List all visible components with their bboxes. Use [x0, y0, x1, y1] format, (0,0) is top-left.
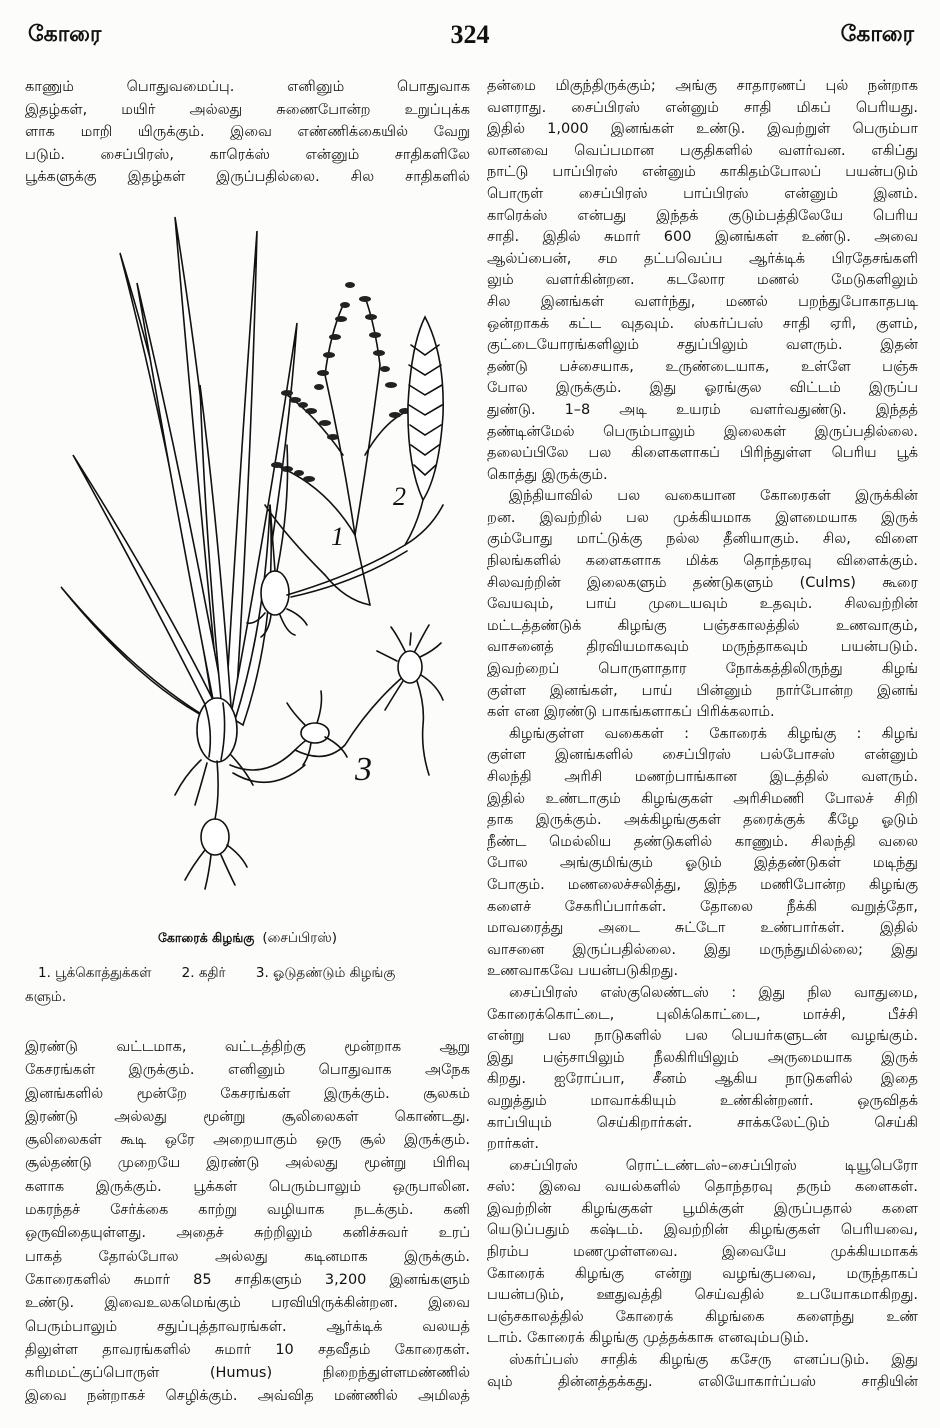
legend-item: 2. கதிர்	[181, 965, 226, 981]
text-line: இவை நன்றாகச் செழிக்கும். அவ்வித மண்ணில் அமிலத்	[25, 1388, 470, 1405]
text-line: வேயவும், பாய் முடையவும் உதவும். சிலவற்றின்	[487, 596, 918, 613]
text-line: வாசனை இருப்பதில்லை. இது மருந்துமில்லை; இது	[487, 941, 918, 958]
inflorescence-cluster	[265, 282, 418, 605]
text-line: இரண்டு வட்டமாக, வட்டத்திற்கு மூன்றாக ஆறு	[25, 1039, 470, 1055]
running-head-left: கோரை	[28, 22, 102, 47]
text-line: வாசனைத் திரவியமாகவும் மருந்தாகவும் பயன்படும்.	[487, 639, 918, 656]
text-line: களைச் சேகரிப்பார்கள். தோலை நீக்கி வறுத்தோ,	[487, 898, 918, 915]
text-line: கோரைகளில் சுமார் 85 சாதிகளும் 3,200 இனங்களும்	[25, 1271, 470, 1288]
text-line: சஸ்: இவை வயல்களில் தொந்தரவு தரும் களைகள்.	[487, 1179, 918, 1196]
spikelet	[405, 317, 443, 545]
legend-item: 1. பூக்கொத்துக்கள்	[38, 965, 152, 981]
text-line: ளாக மாறி யிருக்கும். இவை எண்ணிக்கையில் வேறு	[25, 124, 470, 140]
figure-caption-sub: (சைப்பிரஸ்)	[262, 930, 337, 946]
text-line: நிரம்ப மணமுள்ளவை. இவையே முக்கியமாகக்	[487, 1244, 918, 1261]
text-line: துண்டு. 1–8 அடி உயரம் வளர்வதுண்டு. இந்தத்	[487, 401, 918, 418]
page-number: 324	[450, 20, 490, 49]
text-line: இந்தியாவில் பல வகையான கோரைகள் இருக்கின்	[509, 488, 918, 505]
text-line: வளராது. சைப்பிரஸ் என்னும் சாதி மிகப் பெரியது.	[487, 99, 918, 116]
figure-caption	[25, 930, 470, 948]
text-line: சிலவற்றின் இலைகளும் தண்டுகளும் (Culms) கூரை	[487, 574, 918, 591]
plant-leaves	[61, 217, 297, 725]
text-line: இதில் உண்டாகும் கிழங்குகள் அரிசிமணி போலச் சிறி	[487, 790, 918, 807]
text-line: தண்டின்மேல் பெரும்பாலும் இலைகள் இருப்பதில்லை.	[487, 423, 918, 440]
text-line: பொருள் சைப்பிரஸ் பாப்பிரஸ் என்னும் இனம்.	[487, 185, 918, 202]
text-line: பூக்களுக்கு இதழ்கள் இருப்பதில்லை. சில சாதிகளில்	[25, 169, 470, 185]
text-line: கோரைக்கொட்டை, புலிக்கொட்டை, மாச்சி, பீச்சி	[487, 1006, 918, 1023]
text-line: ஸ்கர்ப்பஸ் சாதிக் கிழங்கு கசேரு எனப்படும். இது	[509, 1352, 918, 1369]
figure-legend	[25, 962, 468, 1005]
text-line: நாட்டு பாப்பிரஸ் என்னும் காகிதம்போலப் பயன்படும்	[487, 164, 918, 181]
sedge-illustration	[25, 205, 470, 905]
text-line: போகும். மணலைச்சலித்து, இந்த மணிபோன்ற கிழங்கு	[487, 876, 918, 893]
text-line: இதழ்கள், மயிர் அல்லது சுணைபோன்ற உறுப்புக்க	[25, 101, 470, 118]
text-line: வும் தின்னத்தக்கது. எலியோகார்ப்பஸ் சாதியின்	[487, 1373, 918, 1390]
text-line: றன. இவற்றில் பல முக்கியமாக இளமையாக இருக்	[487, 509, 918, 526]
text-line: குள்ள இனங்களில் சைப்பிரஸ் பல்போசஸ் என்னும்	[487, 747, 918, 764]
figure-caption-title: கோரைக் கிழங்கு	[158, 930, 255, 945]
text-line: கள் என இரண்டு பாகங்களாகப் பிரிக்கலாம்.	[487, 704, 775, 721]
text-line: டாம். கோரைக் கிழங்கு முத்தக்காசு எனவும்படும்.	[487, 1330, 810, 1347]
text-line: கொத்து இருக்கும்.	[487, 466, 608, 483]
text-line: சைப்பிரஸ் எஸ்குலெண்டஸ் : இது நில வாதுமை,	[509, 984, 918, 1001]
text-line: போல இருக்கும். இது ஓரங்குல விட்டம் இருப்ப	[487, 380, 918, 397]
text-line: தன்மை மிகுந்திருக்கும்; அங்கு சாதாரணப் புல் நன்றாக	[487, 78, 918, 94]
text-line: தாக இருக்கும். அக்கிழங்குகள் தரைக்குக் கீழே ஓடும்	[487, 812, 918, 829]
text-line: என்று பல நாடுகளில் பல பெயர்களுடன் வழங்கும்.	[487, 1028, 918, 1045]
text-line: குட்டையோரங்களிலும் சதுப்பிலும் வளரும். இதன்	[487, 337, 918, 354]
text-line: யெடுப்பதும் கஷ்டம். இவற்றின் கிழங்குகள் பெரியவை,	[487, 1222, 918, 1239]
text-line: மட்டத்தண்டுக் கிழங்கு பஞ்சகாலத்தில் உணவாகும்,	[487, 617, 918, 634]
left-column-top	[25, 76, 470, 189]
text-line: ஆல்ப்பைன், சம தட்பவெப்ப ஆர்க்டிக் பிரதேசங்களி	[487, 250, 918, 267]
text-line: பாகத் தோல்போல அல்லது கடினமாக இருக்கும்.	[25, 1248, 470, 1265]
text-line: இவற்றின் கிழங்குகள் பூமிக்குள் இருப்பதால் களை	[487, 1200, 918, 1217]
text-line: லானவை வெப்பமான பகுதிகளில் வளர்வன. எகிப்து	[487, 142, 918, 159]
text-line: காப்பியும் செய்கிறார்கள். சாக்கலேட்டும் செய்கி	[487, 1114, 918, 1131]
text-line: கேசரங்கள் இருக்கும். எனினும் பொதுவாக அநேக	[25, 1062, 470, 1079]
text-line: றார்கள்.	[487, 1136, 539, 1153]
text-line: மகரந்தச் சேர்க்கை காற்று வழியாக நடக்கும். கனி	[25, 1202, 470, 1219]
text-line: மாவரைத்து அடை சுட்டோ உண்பார்கள். இதில்	[487, 920, 918, 937]
text-line: சூல்தண்டு முறையே இரண்டு அல்லது மூன்று பிரிவு	[25, 1155, 470, 1172]
text-line: நீண்ட மெல்லிய தண்டுகளில் காணும். சிலந்தி வலை	[487, 833, 918, 850]
text-line: களாக இருக்கும். பூக்கள் பெரும்பாலும் ஒருபாலின.	[25, 1178, 470, 1195]
text-line: ஒன்றாகக் கட்ட வுதவும். ஸ்கர்ப்பஸ் சாதி ஏரி, குளம்,	[487, 315, 918, 332]
text-line: போல அங்குமிங்கும் ஓடும் இத்தண்டுகள் மடிந்து	[487, 855, 918, 872]
text-line: குள்ள இனங்கள், பாய் பின்னும் நார்போன்ற இனங்	[487, 682, 918, 699]
text-line: தண்டு பச்சையாக, உருண்டையாக, உள்ளே பஞ்சு	[487, 358, 918, 375]
text-line: கும்போது மாட்டுக்கு நல்ல தீனியாகும். சில, விளை	[487, 531, 918, 548]
left-column-bottom	[25, 1036, 470, 1409]
text-line: நிலங்களில் களைகளாக மிக்க தொந்தரவு விளைக்கும்.	[487, 553, 918, 570]
text-line: காணும் பொதுவமைப்பு. எனினும் பொதுவாக	[25, 79, 470, 95]
text-line: இதில் 1,000 இனங்கள் உண்டு. இவற்றுள் பெரும்பா	[487, 121, 918, 138]
text-line: சாதி. இதில் சுமார் 600 இனங்கள் உண்டு. அவை	[487, 229, 918, 246]
text-line: சில இனங்கள் வளர்ந்து, மணல் பறந்துபோகாதபடி	[487, 293, 918, 310]
text-line: ஒருவிதையுள்ளது. அதைச் சுற்றிலும் கனிச்சுவர் உரப்	[25, 1225, 470, 1242]
text-line: படும். சைப்பிரஸ், காரெக்ஸ் என்னும் சாதிகளிலே	[25, 146, 470, 163]
base-tubers	[175, 698, 253, 889]
text-line: உண்டு. இவைஉலகமெங்கும் பரவியிருக்கின்றன. இவை	[25, 1295, 470, 1312]
text-line: பயன்படும், ஊதுவத்தி செய்வதில் உபயோகமாகிறது.	[487, 1287, 918, 1304]
text-line: இனங்களில் மூன்றே கேசரங்கள் இருக்கும். சூலகம்	[25, 1085, 470, 1102]
text-line: கிழங்குள்ள வகைகள் : கோரைக் கிழங்கு : கிழங்	[509, 725, 918, 742]
text-line: கோரைக் கிழங்கு என்று வழங்குபவை, மருந்தாகப்	[487, 1265, 918, 1282]
right-column	[487, 76, 918, 1393]
text-line: இரண்டு அல்லது மூன்று சூலிலைகள் கொண்டது.	[25, 1108, 470, 1125]
text-line: இவற்றைப் பொருளாதார நோக்கத்திலிருந்து கிழங்	[487, 661, 918, 678]
figure-label-3: 3	[355, 751, 372, 788]
text-line: வறுத்தும் மாவாக்கியும் உண்கின்றனர். ஒருவிதக்	[487, 1092, 918, 1109]
figure-label-2: 2	[393, 482, 406, 511]
figure-label-1: 1	[331, 522, 344, 551]
legend-continuation: களும்.	[25, 989, 67, 1005]
text-line: கிறது. ஐரோப்பா, சீனம் ஆகிய நாடுகளில் இதை	[487, 1071, 918, 1088]
text-line: திலுள்ள தாவரங்களில் சுமார் 10 சதவீதம் கோரைகள்.	[25, 1341, 470, 1358]
text-line: உணவாகவே பயன்படுகிறது.	[487, 963, 679, 980]
text-line: இது பஞ்சாபிலும் நீலகிரியிலும் அருமையாக இருக்	[487, 1049, 918, 1066]
text-line: பெரும்பாலும் சதுப்புத்தாவரங்கள். ஆர்க்டிக் வலயத்	[25, 1318, 470, 1335]
text-line: சூலிலைகள் கூடி ஒரே அறையாகும் ஒரு சூல் இருக்கும்.	[25, 1132, 470, 1149]
text-line: பஞ்சகாலத்தில் கோரைக் கிழங்கை களைந்து உண்	[487, 1308, 918, 1325]
legend-item: 3. ஓடுதண்டும் கிழங்கு	[255, 965, 396, 981]
text-line: காரெக்ஸ் என்பது இந்தக் குடும்பத்திலேயே பெரிய	[487, 207, 918, 224]
text-line: சிலந்தி அரிசி மணற்பாங்கான இடத்தில் வளரும்.	[487, 769, 918, 785]
text-line: தலைப்பிலே பல கிளைகளாகப் பிரிந்துள்ள பெரிய பூக்	[487, 445, 918, 462]
text-line: சைப்பிரஸ் ரொட்டண்டஸ்–சைப்பிரஸ் டியூபெரோ	[509, 1157, 918, 1174]
text-line: லும் வளர்கின்றன. கடலோர மணல் மேடுகளிலும்	[487, 272, 918, 289]
running-head-right: கோரை	[840, 22, 914, 47]
text-line: கரிமமட்குப்பொருள் (Humus) நிறைந்துள்ளமண்ணில்	[25, 1365, 470, 1382]
